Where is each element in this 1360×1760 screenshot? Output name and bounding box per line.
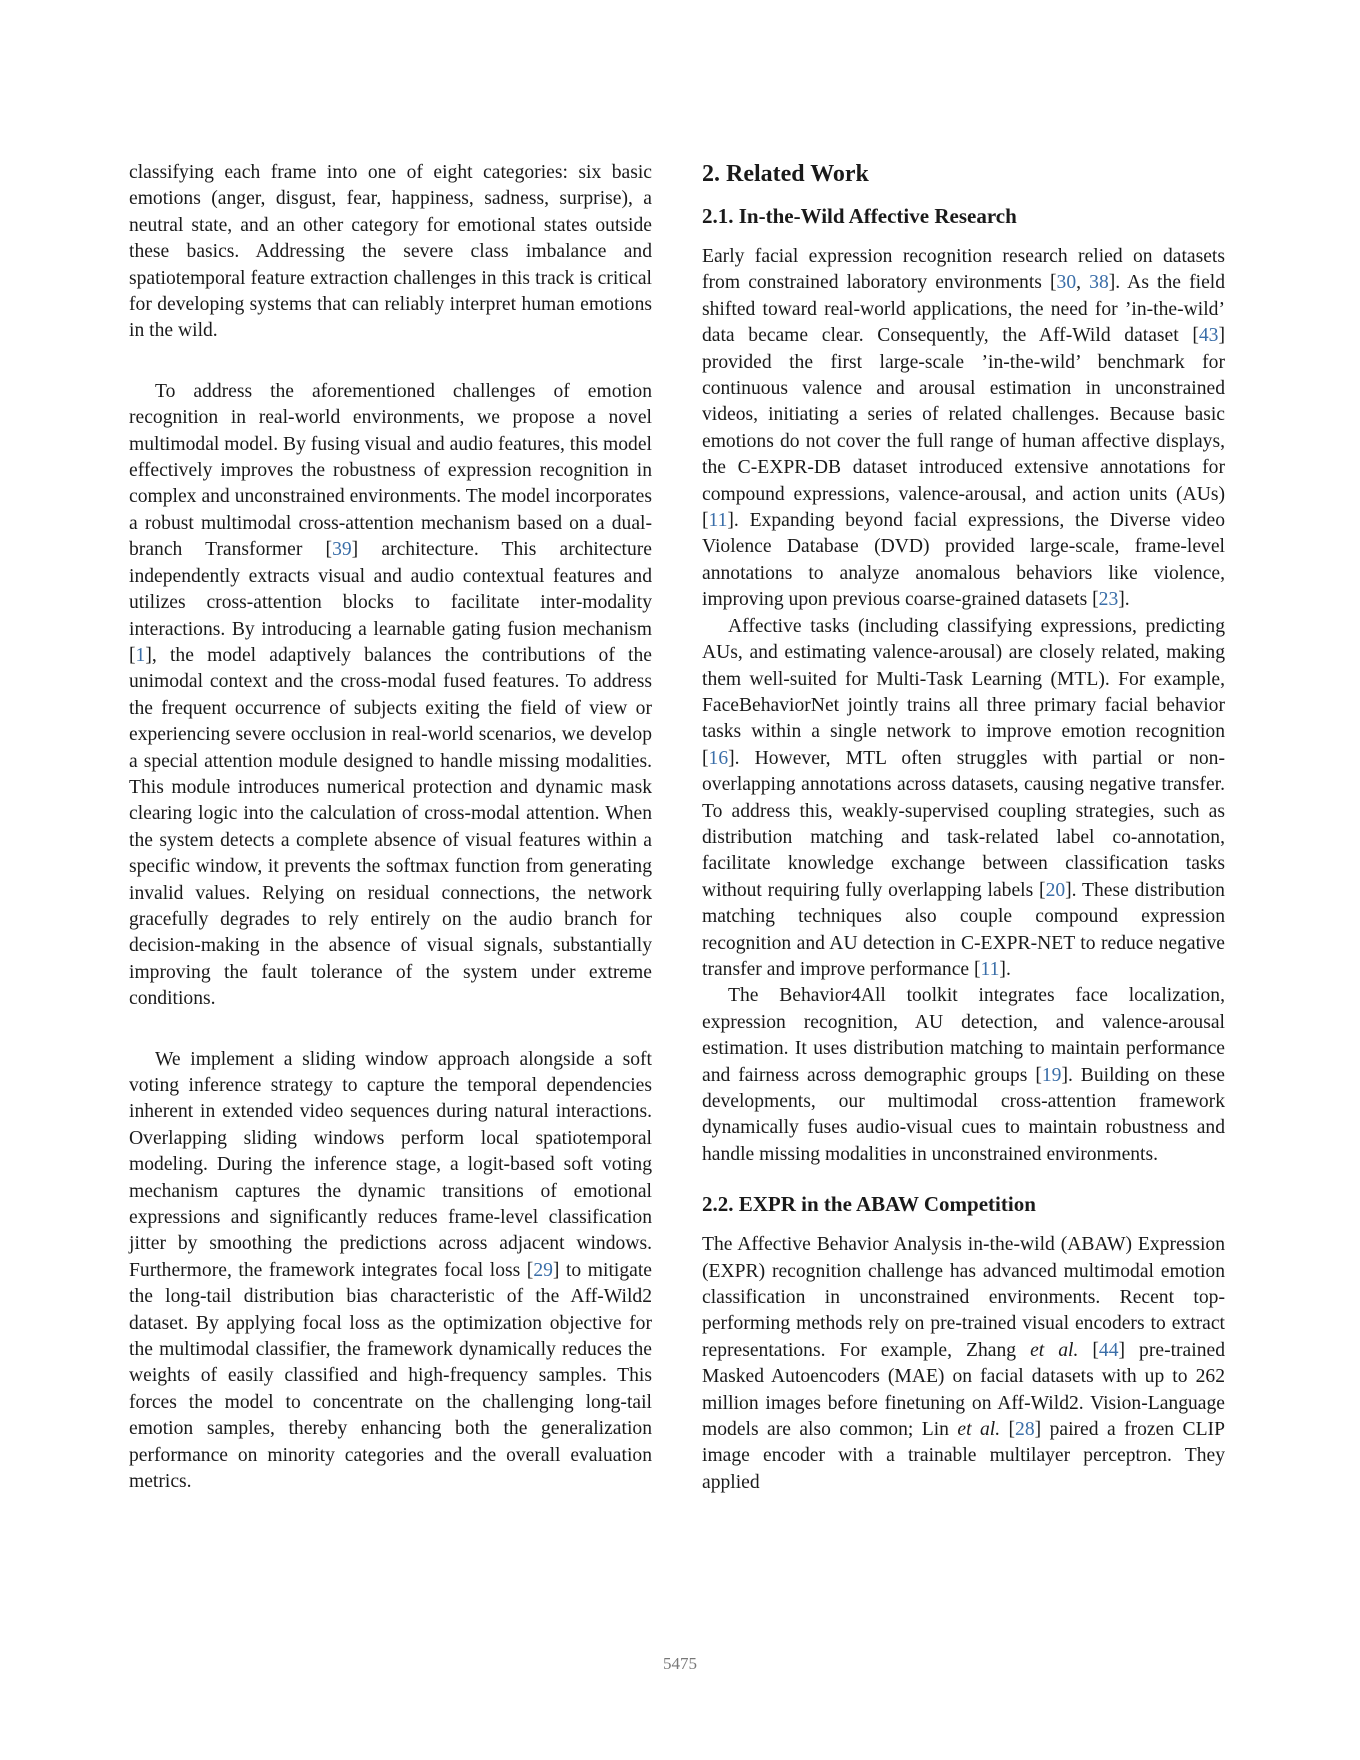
text-run: We implement a sliding window approach alongside a soft voting inference strategy to capture the temporal dependencies inherent in extended video sequences during natural interactions. Overlapping sliding windows perform local spatiotemporal modeling. During the inference stage, a logit-based soft voting mechanism captures the dynamic transitions of emotional expressions and significantly reduces frame-level classification jitter by smoothing the predictions across adjacent windows. Furthermore, the framework integrates focal loss [	[129, 1048, 652, 1281]
citation-link[interactable]: 29	[533, 1259, 553, 1281]
et-al-italic: et al.	[1030, 1339, 1079, 1361]
citation-link[interactable]: 11	[980, 958, 1000, 980]
paragraph-sliding-window	[129, 1047, 652, 1496]
text-run: ] to mitigate the long-tail distribution bias characteristic of the Aff-Wild2 dataset. By applying focal loss as the optimization objective for the multimodal classifier, the framework dynamically reduces the weights of easily classified and high-frequency samples. This forces the model to concentrate on the challenging long-tail emotion samples, thereby enhancing both the generalization performance on minority categories and the overall evaluation metrics.	[129, 1259, 652, 1493]
text-run: ] provided the first large-scale ’in-the-wild’ benchmark for continuous valence and arousal estimation in unconstrained videos, initiating a series of related challenges. Because basic emotions do not cover the full range of human affective displays, the C-EXPR-DB dataset introduced extensive annotations for compound expressions, valence-arousal, and action units (AUs) [	[702, 325, 1225, 532]
left-column	[129, 160, 652, 1496]
text-run: Affective tasks (including classifying expressions, predicting AUs, and estimating valence-arousal) are closely related, making them well-suited for Multi-Task Learning (MTL). For example, FaceBehaviorNet jointly trains all three primary facial behavior tasks within a single network to improve emotion recognition [	[702, 615, 1225, 769]
paragraph-affective-tasks	[702, 614, 1225, 984]
text-run: [	[1078, 1339, 1099, 1361]
text-run: ]. However, MTL often struggles with partial or non-overlapping annotations across datasets, causing negative transfer. To address this, weakly-supervised coupling strategies, such as distribution matching and task-related label co-annotation, facilitate knowledge exchange between classification tasks without requiring fully overlapping labels [	[702, 747, 1225, 901]
citation-link[interactable]: 30	[1056, 272, 1077, 294]
subsection-title-in-the-wild: 2.1. In-the-Wild Affective Research	[702, 204, 1017, 228]
section-title-related-work: 2. Related Work	[702, 161, 869, 187]
text-run: To address the aforementioned challenges of emotion recognition in real-world environments, we propose a novel multimodal model. By fusing visual and audio features, this model effectively improves the robustness of expression recognition in complex and unconstrained environments. The model incorporates a robust multimodal cross-attention mechanism based on a dual-branch Transformer [	[129, 380, 652, 561]
citation-link[interactable]: 44	[1098, 1339, 1119, 1361]
text-run: The Affective Behavior Analysis in-the-wild (ABAW) Expression (EXPR) recognition challenge has advanced multimodal emotion classification in unconstrained environments. Recent top-performing methods rely on pre-trained visual encoders to extract representations. For example, Zhang	[702, 1234, 1225, 1361]
citation-link[interactable]: 39	[332, 539, 352, 561]
text-run: ]. As the field shifted toward real-world applications, the need for ’in-the-wild’ data became clear. Consequently, the Aff-Wild dataset [	[702, 272, 1226, 347]
text-run: classifying each frame into one of eight categories: six basic emotions (anger, disgust, fear, happiness, sadness, surprise), a neutral state, and an other category for emotional states outside these basics. Addressing the severe class imbalance and spatiotemporal feature extraction challenges in this track is critical for developing systems that can reliably interpret human emotions in the wild.	[129, 162, 652, 342]
text-run: ]. Building on these developments, our multimodal cross-attention framework dynamically fuses audio-visual cues to maintain robustness and handle missing modalities in unconstrained environments.	[702, 1064, 1226, 1165]
citation-link[interactable]: 43	[1198, 325, 1219, 347]
text-run: The Behavior4All toolkit integrates face localization, expression recognition, AU detection, and valence-arousal estimation. It uses distribution matching to maintain performance and fairness across demographic groups [	[702, 985, 1225, 1086]
text-run: Early facial expression recognition research relied on datasets from constrained laboratory environments [	[702, 246, 1225, 294]
paragraph-proposed-model	[129, 379, 652, 1013]
paragraph-early-fer	[702, 244, 1225, 614]
text-run: ]. These distribution matching techniques also couple compound expression recognition and AU detection in C-EXPR-NET to reduce negative transfer and improve performance [	[702, 879, 1225, 980]
text-run: ] architecture. This architecture independently extracts visual and audio contextual features and utilizes cross-attention blocks to facilitate inter-modality interactions. By introducing a learnable gating fusion mechanism [	[129, 539, 652, 666]
subsection-title-expr-abaw: 2.2. EXPR in the ABAW Competition	[702, 1192, 1036, 1217]
text-run: ].	[1118, 589, 1130, 611]
text-run: ], the model adaptively balances the contributions of the unimodal context and the cross-modal fused features. To address the frequent occurrence of subjects exiting the field of view or experiencing severe occlusion in real-world scenarios, we develop a special attention module designed to handle missing modalities. This module introduces numerical protection and dynamic mask clearing logic into the calculation of cross-modal attention. When the system detects a complete absence of visual features within a specific window, it prevents the softmax function from generating invalid values. Relying on residual connections, the network gracefully degrades to rely entirely on the audio branch for decision-making in the absence of visual signals, substantially improving the fault tolerance of the system under extreme conditions.	[129, 644, 652, 1010]
paragraph-behavior4all	[702, 983, 1225, 1168]
paragraph-class-categories	[129, 160, 652, 345]
citation-link[interactable]: 19	[1041, 1064, 1062, 1086]
page-number: 5475	[663, 1654, 697, 1673]
text-run: ] pre-trained Masked Autoencoders (MAE) on facial datasets with up to 262 million images before finetuning on Aff-Wild2. Vision-Language models are also common; Lin	[702, 1339, 1225, 1441]
text-run: [	[1000, 1419, 1016, 1441]
citation-link[interactable]: 11	[708, 510, 728, 532]
paragraph-abaw-expr	[702, 1232, 1225, 1496]
text-run: ,	[1076, 272, 1090, 294]
text-run: ].	[999, 958, 1011, 980]
text-run: ] paired a frozen CLIP image encoder with a trainable multilayer perceptron. They applied	[702, 1419, 1225, 1493]
text-run: ]. Expanding beyond facial expressions, the Diverse video Violence Database (DVD) provided large-scale, frame-level annotations to analyze anomalous behaviors like violence, improving upon previous coarse-grained datasets [	[702, 510, 1225, 611]
citation-link[interactable]: 38	[1089, 272, 1109, 294]
citation-link[interactable]: 28	[1015, 1419, 1035, 1441]
citation-link[interactable]: 1	[135, 644, 146, 666]
citation-link[interactable]: 16	[708, 747, 729, 769]
citation-link[interactable]: 20	[1045, 879, 1066, 901]
citation-link[interactable]: 23	[1098, 589, 1119, 611]
right-column	[702, 160, 1225, 1496]
et-al-italic: et al.	[957, 1419, 1001, 1441]
